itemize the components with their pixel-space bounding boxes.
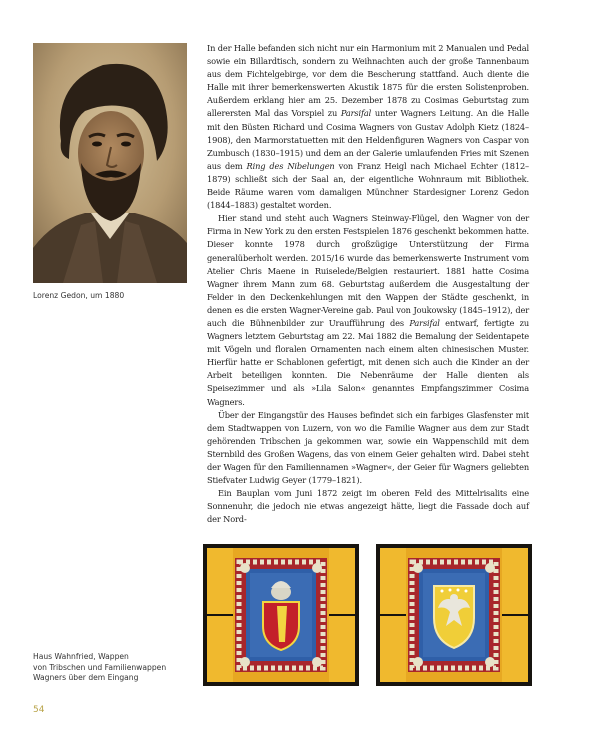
body-text <box>207 42 529 526</box>
title-ring: Ring des Nibelungen <box>246 160 335 171</box>
paragraph-1-part-c: von Franz Heigl nach Michael Echter (1812–1879) schließt sich der Saal an, der eigentliche Wohnraum mit Bibliothek. Beide Räume waren vom damaligen Münchner Stardesigner Lorenz Gedon (1844–1883) gestaltet worden. <box>207 160 530 211</box>
paragraph-4: Ein Bauplan vom Juni 1872 zeigt im oberen Feld des Mittelrisalits eine Sonnenuhr, die jedoch nie etwas angezeigt hätte, liegt die Fassade doch auf der Nord- <box>207 488 529 525</box>
paragraph-2-part-a: Hier stand und steht auch Wagners Steinway-Flügel, den Wagner von der Firma in New York zu den ersten Festspielen 1876 geschenkt bekommen hatte. Dieser konnte 1978 durch großzügige Unterstützung der Firma generalüberholt werden. 2015/16 wurde das bemerkenswerte Instrument vom Atelier Chris Maene in Ruiselede/Belgien restauriert. 1881 hatte Cosima Wagner ihrem Mann zum 68. Geburtstag außerdem die Ausgestaltung der Felder in den Deckenkehlungen mit den Wappen der Städte geschenkt, in denen es die ersten Wagner-Vereine gab. Paul von Joukowsky (1845–1912), der auch die Bühnenbilder zur Uraufführung des <box>207 213 530 328</box>
window-caption-line-3: Wagners über dem Eingang <box>33 673 139 682</box>
paragraph-2-part-b: entwarf, fertigte zu Wagners letztem Geburtstag am 22. Mai 1882 die Bemalung der Seidentapete mit Vögeln und floralen Ornamenten nach einem alten chinesischen Muster. Hierfür hatte er Schablonen gefertigt, mit denen sich auch die Kinder an der Arbeit beteiligen konnten. Die Nebenräume der Halle dienten als Speisezimmer und als »Lila Salon« genanntes Empfangszimmer Cosima Wagners. <box>207 317 529 407</box>
portrait-photo <box>33 43 187 283</box>
stained-glass-luzern <box>203 544 359 686</box>
window-caption <box>33 652 166 684</box>
paragraph-1 <box>207 42 529 212</box>
title-parsifal: Parsifal <box>409 317 440 328</box>
stained-glass-wagner <box>376 544 532 686</box>
paragraph-2 <box>207 212 529 408</box>
window-caption-line-1: Haus Wahnfried, Wappen <box>33 652 129 661</box>
portrait-illustration <box>33 43 187 283</box>
title-parsifal: Parsifal <box>340 108 372 119</box>
paragraph-1-part-b: unter Wagners Leitung. An die Halle mit den Büsten Richard und Cosima Wagners von Gustav Adolph Kietz (1824–1908), den Marmorstatuetten mit den Heldenfiguren Wagners von Caspar von Zumbusch (1830–1915) und dem an der Galerie umlaufenden Fries mit Szenen aus dem <box>207 108 529 171</box>
paragraph-1-part-a: In der Halle befanden sich nicht nur ein Harmonium mit 2 Manualen und Pedal sowie ein Billardtisch, sondern zu Weihnachten auch der große Tannenbaum aus dem Fichtelgebirge, vor dem die Bescherung stattfand. Auch diente die Halle mit ihrer bemerkenswerten Akustik 1875 für die ersten Solistenproben. Außerdem erklang hier am 25. Dezember 1878 zu Cosimas Geburtstag zum allerersten Mal das Vorspiel zu <box>207 43 529 119</box>
page-number: 54 <box>33 705 45 715</box>
window-caption-line-2: von Tribschen und Familienwappen <box>33 662 167 672</box>
portrait-caption: Lorenz Gedon, um 1880 <box>33 291 125 300</box>
paragraph-3: Über der Eingangstür des Hauses befindet sich ein farbiges Glasfenster mit dem Stadtwappen von Luzern, von wo die Familie Wagner aus dem zur Stadt gehörenden Tribschen ja gekommen war, sowie ein Wappenschild mit dem Sternbild des Großen Wagens, das von einem Geier gehalten wird. Dabei steht der Wagen für den Familiennamen »Wagner«, der Geier für Wagners geliebten Stiefvater Ludwig Geyer (1779–1821). <box>207 409 529 486</box>
